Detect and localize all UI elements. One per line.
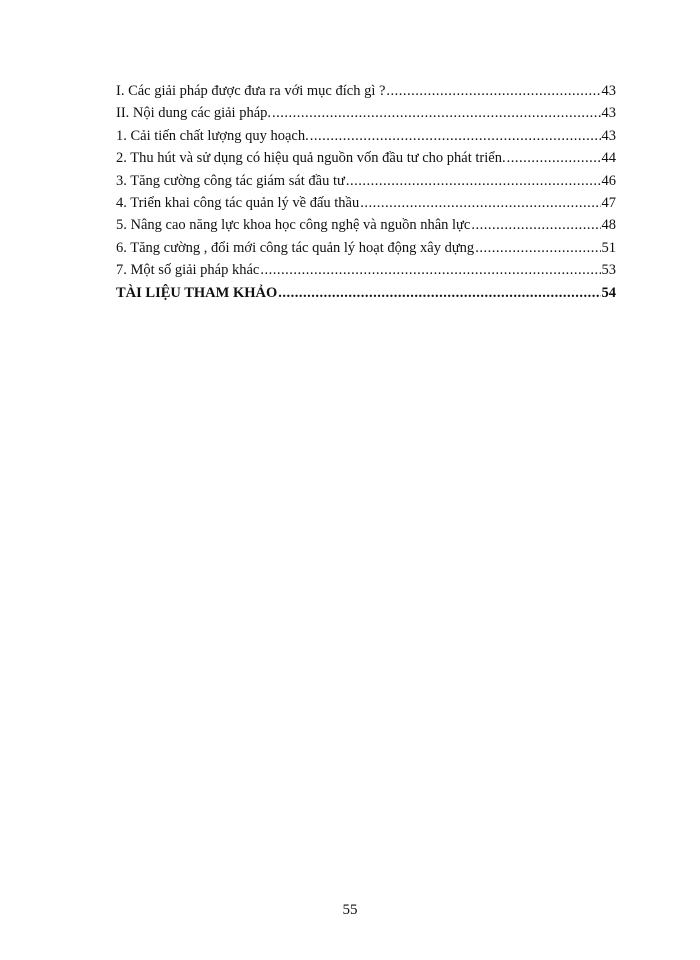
toc-dot-leader (278, 282, 600, 304)
toc-entry (116, 125, 616, 147)
page-number: 55 (342, 902, 358, 918)
toc-entry-title: I. Các giải pháp được đưa ra với mục đích gì ? (116, 83, 386, 99)
toc-entry-page: 43 (601, 105, 616, 122)
toc-dot-leader (386, 80, 600, 102)
toc-entry-title: 5. Nâng cao năng lực khoa học công nghệ và nguồn nhân lực (116, 217, 471, 234)
toc-entry-page: 43 (601, 127, 616, 144)
toc-dot-leader (360, 192, 600, 214)
toc-entry-title: 4. Triển khai công tác quản lý về đấu thầu (116, 194, 360, 211)
toc-entry-page: 48 (601, 217, 616, 234)
toc-entry-title: 2. Thu hút và sử dụng có hiệu quả nguồn vốn đầu tư cho phát triển. (116, 150, 506, 167)
toc-entry-title: TÀI LIỆU THAM KHẢO (116, 284, 278, 301)
toc-entry-title: 1. Cải tiến chất lượng quy hoạch. (116, 127, 309, 144)
toc-entry-page: 44 (601, 150, 616, 167)
toc-entry-title: 7. Một số giải pháp khác (116, 262, 260, 279)
toc-dot-leader (475, 237, 600, 259)
table-of-contents (116, 80, 616, 304)
toc-entry-page: 54 (601, 284, 616, 301)
toc-entry (116, 102, 616, 124)
toc-entry (116, 80, 616, 102)
toc-entry (116, 237, 616, 259)
toc-dot-leader (310, 125, 601, 147)
toc-entry-page: 51 (601, 239, 616, 256)
toc-dot-leader (507, 147, 601, 169)
toc-entry (116, 214, 616, 236)
toc-dot-leader (272, 102, 600, 124)
toc-entry (116, 259, 616, 281)
toc-entry (116, 147, 616, 169)
toc-entry-page: 43 (601, 83, 616, 99)
toc-entry (116, 170, 616, 192)
toc-entry-title: II. Nội dung các giải pháp. (116, 105, 272, 122)
toc-entry-title: 3. Tăng cường công tác giám sát đầu tư (116, 172, 345, 189)
toc-dot-leader (471, 214, 600, 236)
toc-dot-leader (346, 170, 601, 192)
toc-entry-title: 6. Tăng cường , đổi mới công tác quản lý hoạt động xây dựng (116, 239, 475, 256)
toc-entry-page: 47 (601, 194, 616, 211)
toc-entry-page: 53 (601, 262, 616, 279)
toc-dot-leader (260, 259, 600, 281)
toc-entry-page: 46 (601, 172, 616, 189)
toc-entry (116, 192, 616, 214)
toc-entry-references (116, 282, 616, 304)
